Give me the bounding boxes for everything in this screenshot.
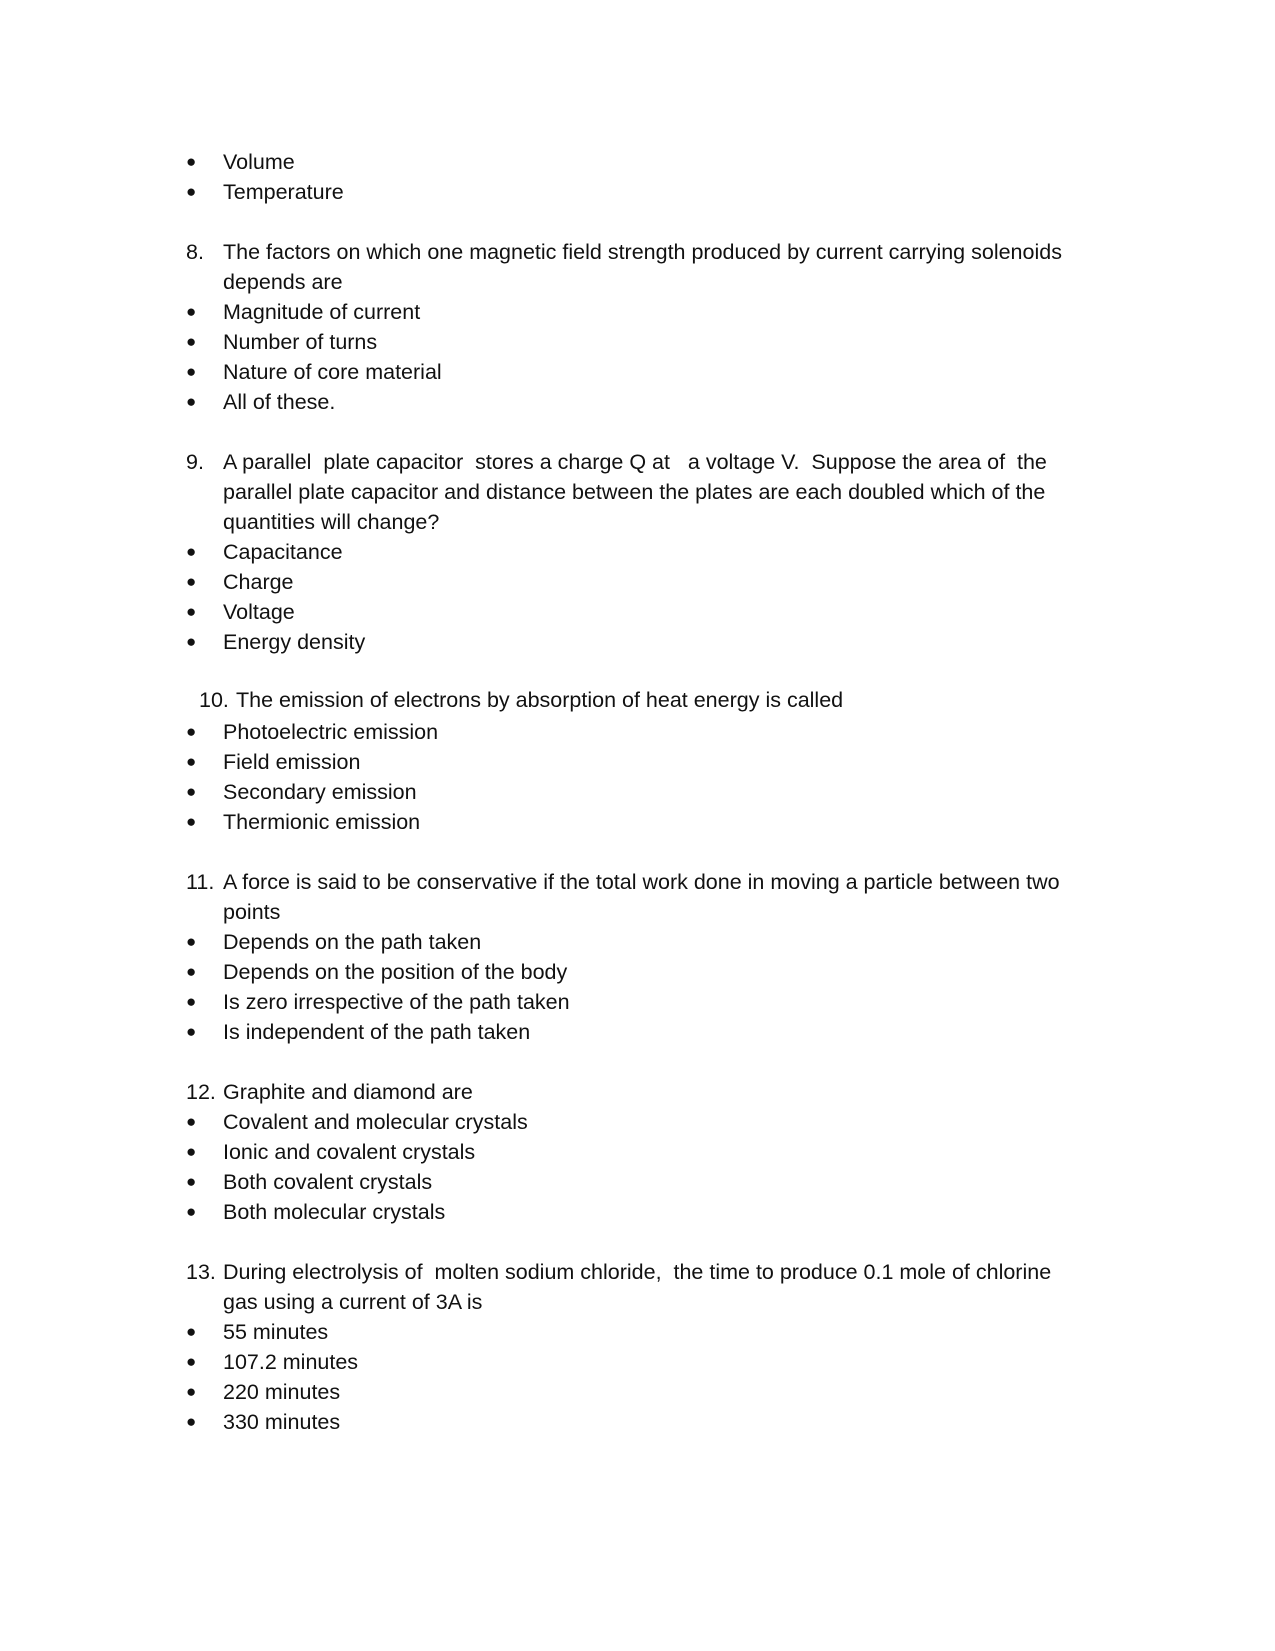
option-text: Photoelectric emission xyxy=(223,720,439,744)
option-text: Field emission xyxy=(223,750,361,774)
option-text: Energy density xyxy=(223,630,366,654)
question-text: A parallel plate capacitor stores a charge Q at a voltage V. Suppose the area of the xyxy=(223,450,1047,474)
bullet-icon: ● xyxy=(186,1172,197,1191)
bullet-icon: ● xyxy=(186,392,197,411)
question-number: 13. xyxy=(186,1260,216,1284)
bullet-icon: ● xyxy=(186,1022,197,1041)
question-number: 9. xyxy=(186,450,204,474)
bullet-icon: ● xyxy=(186,632,197,651)
option-text: Both molecular crystals xyxy=(223,1200,446,1224)
bullet-icon: ● xyxy=(186,782,197,801)
question-number: 12. xyxy=(186,1080,216,1104)
bullet-icon: ● xyxy=(186,1412,197,1431)
bullet-icon: ● xyxy=(186,332,197,351)
bullet-icon: ● xyxy=(186,1322,197,1341)
option-text: Is independent of the path taken xyxy=(223,1020,531,1044)
question-number: 8. xyxy=(186,240,204,264)
question-text: points xyxy=(223,900,281,924)
option-text: Nature of core material xyxy=(223,360,442,384)
bullet-icon: ● xyxy=(186,152,197,171)
option-text: Secondary emission xyxy=(223,780,417,804)
bullet-icon: ● xyxy=(186,752,197,771)
bullet-icon: ● xyxy=(186,602,197,621)
question-text: The emission of electrons by absorption of heat energy is called xyxy=(236,688,844,712)
option-text: Temperature xyxy=(223,180,344,204)
question-number: 10. xyxy=(199,688,229,712)
question-text: gas using a current of 3A is xyxy=(223,1290,483,1314)
bullet-icon: ● xyxy=(186,362,197,381)
bullet-icon: ● xyxy=(186,992,197,1011)
option-text: 55 minutes xyxy=(223,1320,329,1344)
option-text: 330 minutes xyxy=(223,1410,341,1434)
bullet-icon: ● xyxy=(186,542,197,561)
option-text: Number of turns xyxy=(223,330,378,354)
bullet-icon: ● xyxy=(186,1202,197,1221)
option-text: Both covalent crystals xyxy=(223,1170,433,1194)
bullet-icon: ● xyxy=(186,1142,197,1161)
option-text: Magnitude of current xyxy=(223,300,421,324)
bullet-icon: ● xyxy=(186,1352,197,1371)
question-text: The factors on which one magnetic field strength produced by current carrying solenoids xyxy=(223,240,1062,264)
option-text: Ionic and covalent crystals xyxy=(223,1140,476,1164)
bullet-icon: ● xyxy=(186,962,197,981)
question-text: During electrolysis of molten sodium chloride, the time to produce 0.1 mole of chlorine xyxy=(223,1260,1052,1284)
option-text: 220 minutes xyxy=(223,1380,341,1404)
option-text: Voltage xyxy=(223,600,295,624)
bullet-icon: ● xyxy=(186,182,197,201)
question-text: quantities will change? xyxy=(223,510,440,534)
question-text: Graphite and diamond are xyxy=(223,1080,473,1104)
option-text: Covalent and molecular crystals xyxy=(223,1110,528,1134)
bullet-icon: ● xyxy=(186,572,197,591)
option-text: Volume xyxy=(223,150,295,174)
bullet-icon: ● xyxy=(186,722,197,741)
bullet-icon: ● xyxy=(186,302,197,321)
question-text: A force is said to be conservative if the total work done in moving a particle between two xyxy=(223,870,1060,894)
option-text: Charge xyxy=(223,570,294,594)
option-text: Is zero irrespective of the path taken xyxy=(223,990,570,1014)
bullet-icon: ● xyxy=(186,1112,197,1131)
question-number: 11. xyxy=(186,870,215,894)
bullet-icon: ● xyxy=(186,1382,197,1401)
option-text: Thermionic emission xyxy=(223,810,421,834)
question-text: parallel plate capacitor and distance between the plates are each doubled which of the xyxy=(223,480,1046,504)
option-text: Depends on the position of the body xyxy=(223,960,568,984)
bullet-icon: ● xyxy=(186,932,197,951)
option-text: Capacitance xyxy=(223,540,343,564)
bullet-icon: ● xyxy=(186,812,197,831)
option-text: 107.2 minutes xyxy=(223,1350,359,1374)
option-text: All of these. xyxy=(223,390,336,414)
question-text: depends are xyxy=(223,270,343,294)
option-text: Depends on the path taken xyxy=(223,930,482,954)
